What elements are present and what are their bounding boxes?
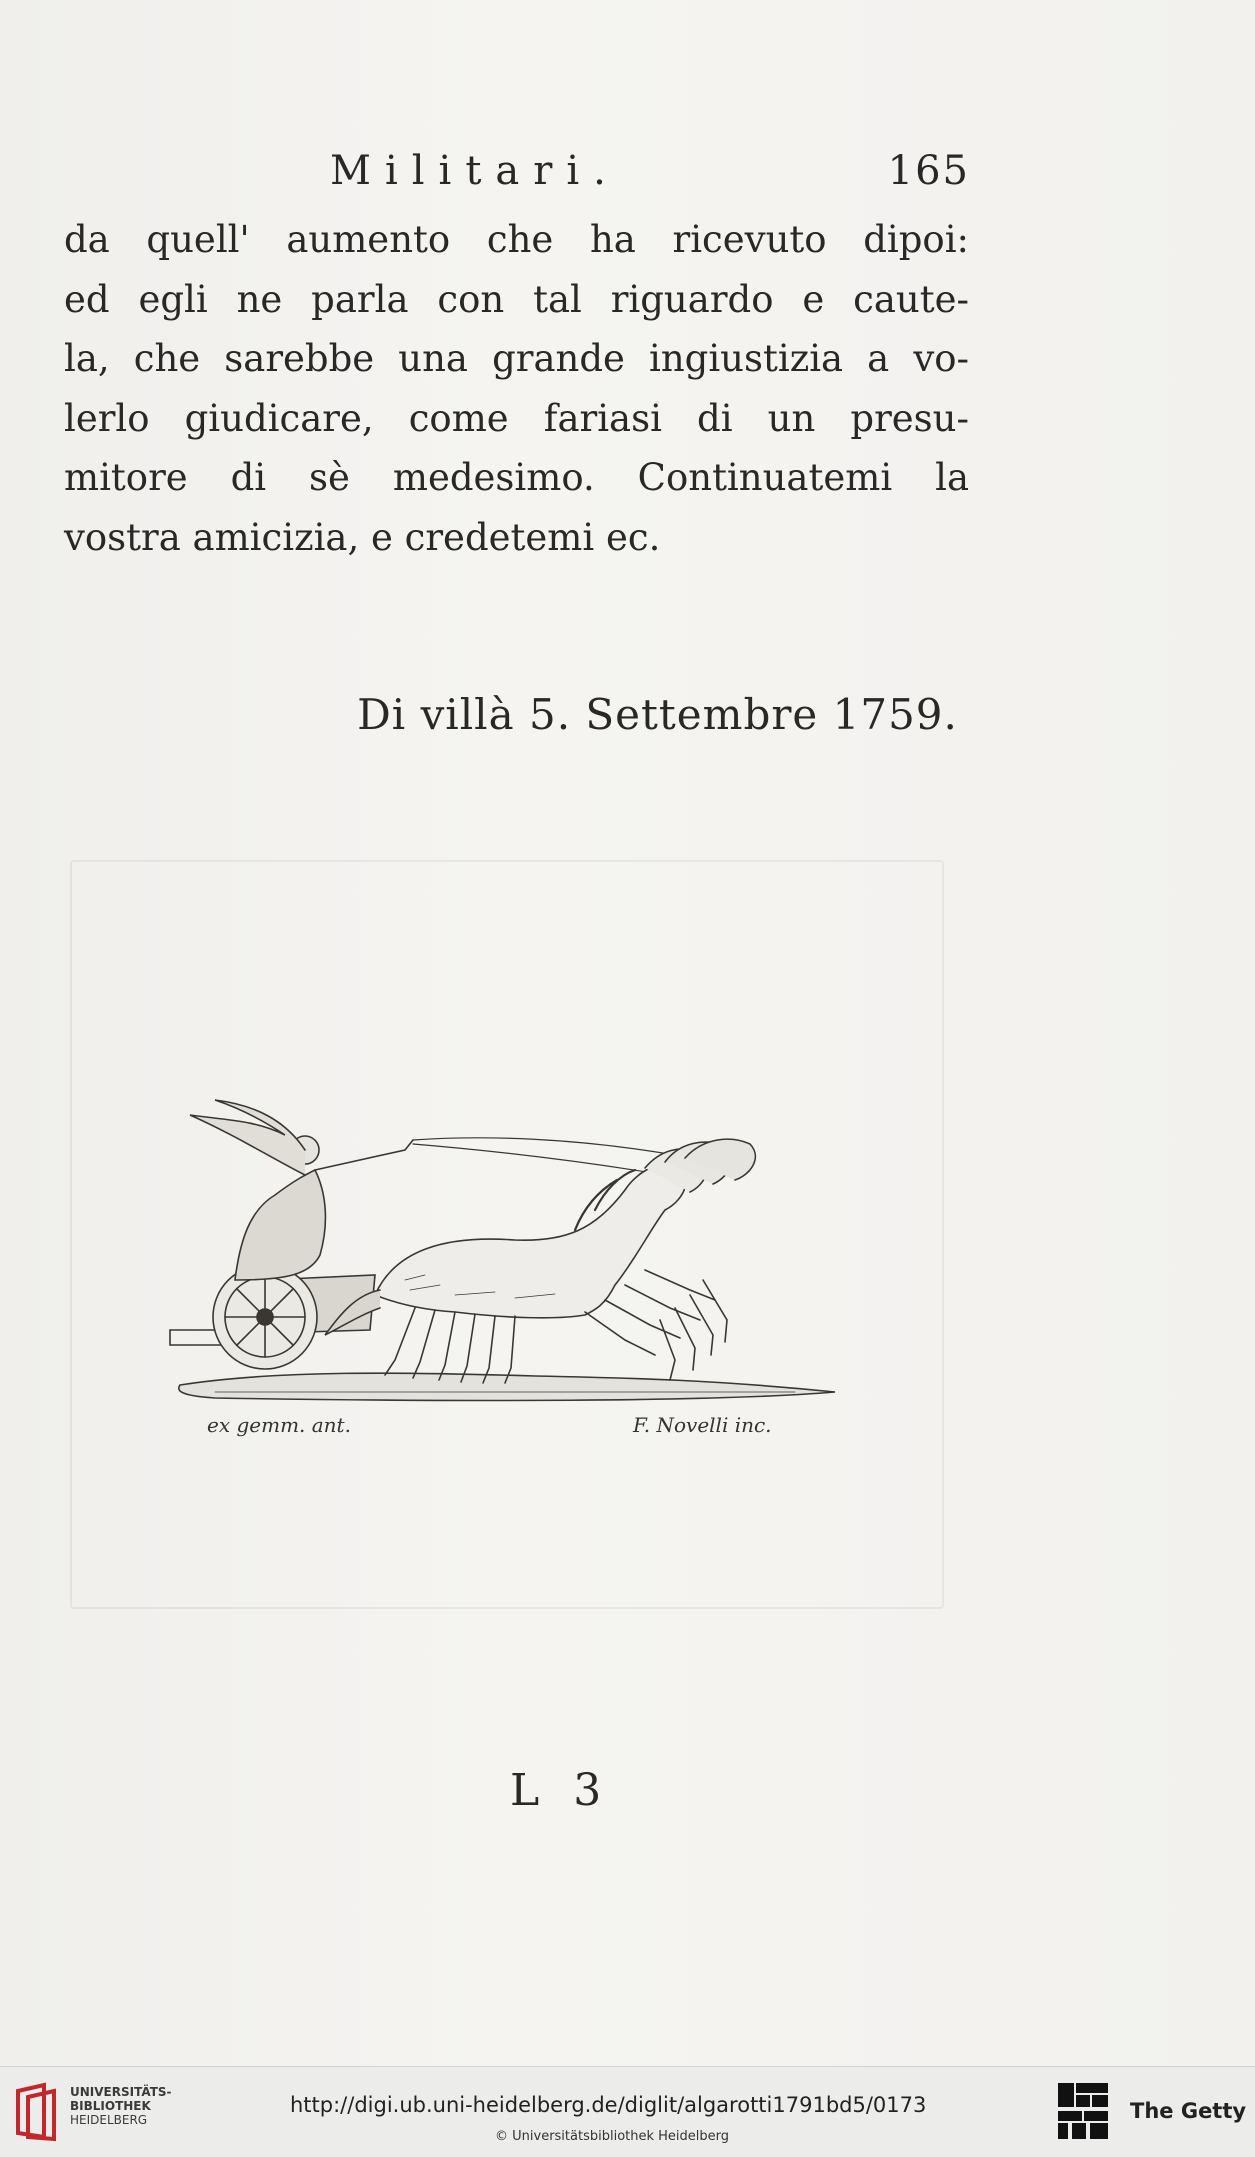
library-name: [70, 2085, 172, 2127]
university-library-logo-icon[interactable]: [14, 2081, 62, 2143]
copyright-notice: © Universitätsbibliothek Heidelberg: [495, 2129, 730, 2144]
text-line: da quell' aumento che ha ricevuto dipoi:: [64, 218, 969, 261]
partner-name: The Getty: [1130, 2099, 1247, 2123]
running-head-title: Militari.: [330, 148, 620, 194]
page-number: 165: [887, 148, 970, 194]
dateline: Di villà 5. Settembre 1759.: [357, 690, 958, 739]
body-text: [64, 210, 969, 567]
library-name-line: HEIDELBERG: [70, 2113, 148, 2127]
text-line: la, che sarebbe una grande ingiustizia a vo-: [64, 337, 969, 380]
library-name-line: UNIVERSITÄTS-: [70, 2085, 172, 2099]
text-line: ed egli ne parla con tal riguardo e caute-: [64, 277, 969, 321]
text-line: mitore di sè medesimo. Continuatemi la: [64, 456, 969, 499]
plate-caption-engraver: F. Novelli inc.: [633, 1413, 772, 1437]
text-line: lerlo giudicare, come fariasi di un presu-: [64, 396, 969, 440]
text-line: vostra amicizia, e credetemi ec.: [64, 515, 661, 559]
chariot-engraving: [155, 1080, 845, 1410]
plate-caption-source: ex gemm. ant.: [207, 1413, 351, 1437]
viewer-footer: [0, 2066, 1255, 2157]
library-name-line: BIBLIOTHEK: [70, 2099, 151, 2113]
permalink-url[interactable]: http://digi.ub.uni-heidelberg.de/diglit/algarotti1791bd5/0173: [290, 2093, 927, 2117]
engraving-plate: [155, 1080, 845, 1440]
signature-mark: L 3: [510, 1765, 612, 1816]
getty-logo-icon[interactable]: [1056, 2081, 1110, 2143]
